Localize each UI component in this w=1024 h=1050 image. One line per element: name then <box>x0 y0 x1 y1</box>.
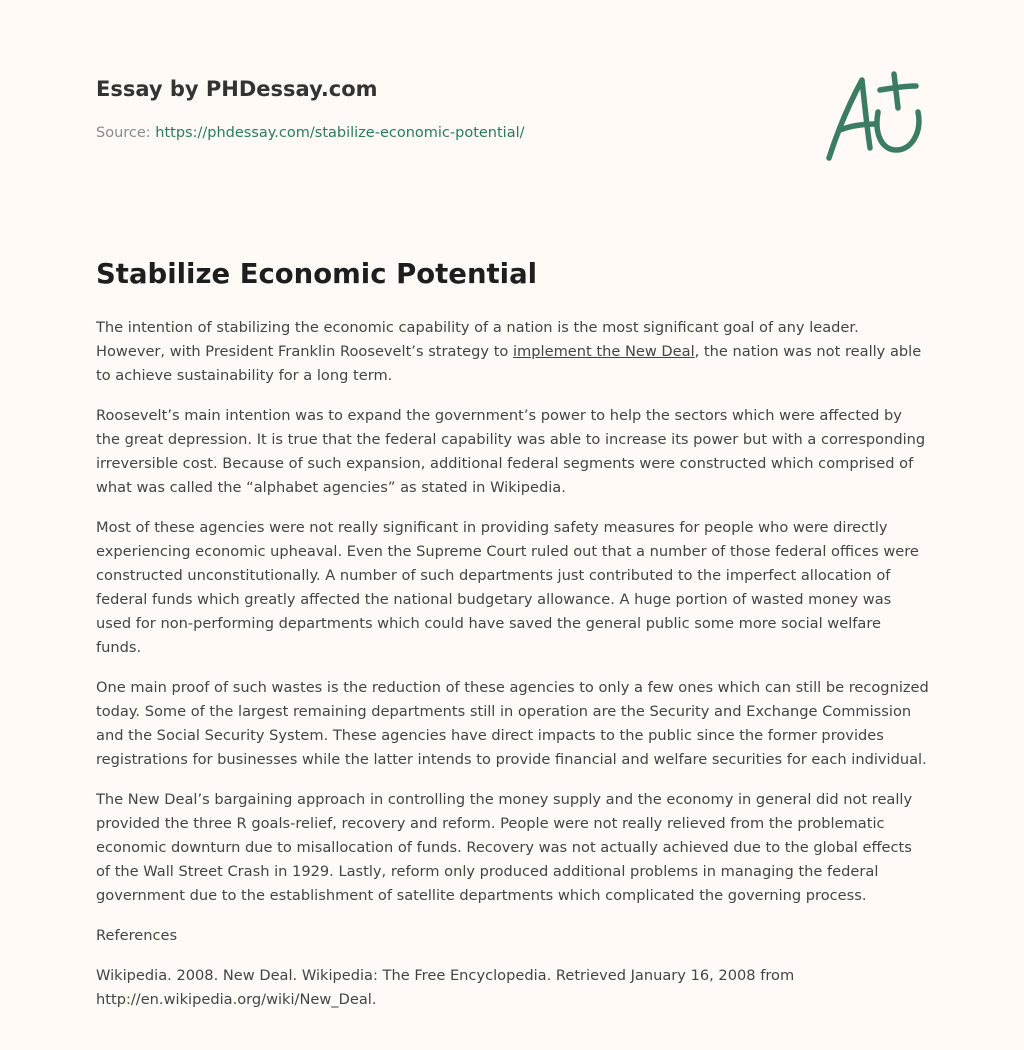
source-line <box>96 123 928 143</box>
paragraph-1 <box>96 316 930 388</box>
page-header <box>96 74 928 143</box>
site-title: Essay by PHDessay.com <box>96 77 378 101</box>
paragraph-2: Roosevelt’s main intention was to expand the government’s power to help the sectors which were affected by the great depression. It is true that the federal capability was able to increase its power but with a corresponding irreversible cost. Because of such expansion, additional federal segments were constructed which comprised of what was called the “alphabet agencies” as stated in Wikipedia. <box>96 407 926 496</box>
paragraph-4: One main proof of such wastes is the reduction of these agencies to only a few ones which can still be recognized today. Some of the largest remaining departments still in operation are the Security and Exchange Commission and the Social Security System. These agencies have direct impacts to the public since the former provides registrations for businesses while the latter intends to provide financial and welfare securities for each individual. <box>96 679 929 768</box>
essay-title: Stabilize Economic Potential <box>96 258 538 290</box>
paragraph-3: Most of these agencies were not really significant in providing safety measures for people who were directly experiencing economic upheaval. Even the Supreme Court ruled out that a number of those federal offices were constructed unconstitutionally. A number of such departments just contributed to the imperfect allocation of federal funds which greatly affected the national budgetary allowance. A huge portion of wasted money was used for non-performing departments which could have saved the general public some more social welfare funds. <box>96 519 919 656</box>
paragraph-5: The New Deal’s bargaining approach in controlling the money supply and the economy in general did not really provided the three R goals-relief, recovery and reform. People were not really relieved from the problematic economic downturn due to misallocation of funds. Recovery was not actually achieved due to the global effects of the Wall Street Crash in 1929. Lastly, reform only produced additional problems in managing the federal government due to the establishment of satellite departments which complicated the governing process. <box>96 791 913 904</box>
references-heading: References <box>96 927 178 944</box>
paragraph-1-text-start: The intention of stabilizing the economic capability of a nation is the most significant goal of any leader. However, with President Franklin Roosevelt’s strategy to <box>96 319 859 360</box>
essay-content <box>96 256 930 1028</box>
paragraph-1-text-end: , the nation was not really able to achieve sustainability for a long term. <box>96 343 922 384</box>
source-link[interactable]: https://phdessay.com/stabilize-economic-potential/ <box>155 125 525 141</box>
reference-item: Wikipedia. 2008. New Deal. Wikipedia: The Free Encyclopedia. Retrieved January 16, 2008 from http://en.wikipedia.org/wiki/New_Deal. <box>96 967 795 1008</box>
source-label: Source: <box>96 125 151 141</box>
a-plus-logo-icon <box>820 68 928 164</box>
implement-new-deal-link[interactable]: implement the New Deal <box>513 343 695 360</box>
